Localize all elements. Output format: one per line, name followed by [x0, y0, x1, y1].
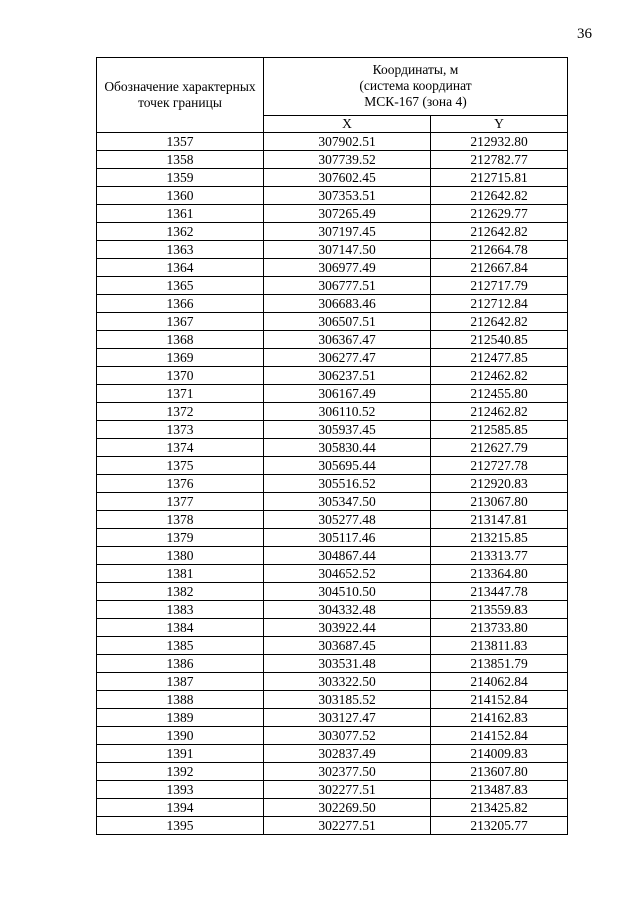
y-coordinate-cell: 213425.82	[431, 799, 568, 817]
y-coordinate-cell: 214062.84	[431, 673, 568, 691]
table-row	[97, 673, 568, 691]
x-coordinate-cell: 306777.51	[264, 277, 431, 295]
point-id-cell: 1381	[97, 565, 264, 583]
table-row	[97, 403, 568, 421]
y-coordinate-cell: 212932.80	[431, 133, 568, 151]
point-id-cell: 1393	[97, 781, 264, 799]
table-row	[97, 583, 568, 601]
y-coordinate-cell: 214152.84	[431, 727, 568, 745]
y-coordinate-cell: 214162.83	[431, 709, 568, 727]
point-id-cell: 1392	[97, 763, 264, 781]
y-coordinate-cell: 212727.78	[431, 457, 568, 475]
table-row	[97, 169, 568, 187]
point-id-cell: 1365	[97, 277, 264, 295]
x-coordinate-cell: 305937.45	[264, 421, 431, 439]
header-y: Y	[431, 115, 568, 132]
table-row	[97, 385, 568, 403]
point-id-cell: 1384	[97, 619, 264, 637]
x-coordinate-cell: 307602.45	[264, 169, 431, 187]
table-row	[97, 187, 568, 205]
point-id-cell: 1364	[97, 259, 264, 277]
x-coordinate-cell: 303687.45	[264, 637, 431, 655]
point-id-cell: 1387	[97, 673, 264, 691]
x-coordinate-cell: 306167.49	[264, 385, 431, 403]
x-coordinate-cell: 303922.44	[264, 619, 431, 637]
y-coordinate-cell: 213559.83	[431, 601, 568, 619]
y-coordinate-cell: 213487.83	[431, 781, 568, 799]
x-coordinate-cell: 302837.49	[264, 745, 431, 763]
point-id-cell: 1379	[97, 529, 264, 547]
table-row	[97, 709, 568, 727]
point-id-cell: 1375	[97, 457, 264, 475]
point-id-cell: 1369	[97, 349, 264, 367]
table-row	[97, 277, 568, 295]
point-id-cell: 1395	[97, 817, 264, 835]
point-id-cell: 1383	[97, 601, 264, 619]
x-coordinate-cell: 305277.48	[264, 511, 431, 529]
y-coordinate-cell: 213147.81	[431, 511, 568, 529]
table-row	[97, 223, 568, 241]
y-coordinate-cell: 212920.83	[431, 475, 568, 493]
x-coordinate-cell: 303531.48	[264, 655, 431, 673]
x-coordinate-cell: 307739.52	[264, 151, 431, 169]
table-row	[97, 745, 568, 763]
y-coordinate-cell: 212540.85	[431, 331, 568, 349]
x-coordinate-cell: 307265.49	[264, 205, 431, 223]
x-coordinate-cell: 307197.45	[264, 223, 431, 241]
point-id-cell: 1388	[97, 691, 264, 709]
point-id-cell: 1378	[97, 511, 264, 529]
x-coordinate-cell: 304867.44	[264, 547, 431, 565]
table-row	[97, 295, 568, 313]
table-row	[97, 349, 568, 367]
point-id-cell: 1360	[97, 187, 264, 205]
point-id-cell: 1385	[97, 637, 264, 655]
table-row	[97, 241, 568, 259]
x-coordinate-cell: 305347.50	[264, 493, 431, 511]
table-row	[97, 205, 568, 223]
y-coordinate-cell: 213811.83	[431, 637, 568, 655]
table-row	[97, 637, 568, 655]
x-coordinate-cell: 302377.50	[264, 763, 431, 781]
table-row	[97, 439, 568, 457]
table-row	[97, 493, 568, 511]
y-coordinate-cell: 214009.83	[431, 745, 568, 763]
x-coordinate-cell: 306277.47	[264, 349, 431, 367]
y-coordinate-cell: 212585.85	[431, 421, 568, 439]
table-row	[97, 331, 568, 349]
x-coordinate-cell: 303077.52	[264, 727, 431, 745]
table-row	[97, 133, 568, 151]
table-row	[97, 799, 568, 817]
coordinates-table	[96, 57, 568, 835]
point-id-cell: 1359	[97, 169, 264, 187]
point-id-cell: 1394	[97, 799, 264, 817]
x-coordinate-cell: 306977.49	[264, 259, 431, 277]
point-id-cell: 1357	[97, 133, 264, 151]
y-coordinate-cell: 213205.77	[431, 817, 568, 835]
y-coordinate-cell: 213067.80	[431, 493, 568, 511]
x-coordinate-cell: 305516.52	[264, 475, 431, 493]
y-coordinate-cell: 212642.82	[431, 187, 568, 205]
table-row	[97, 457, 568, 475]
header-coordinates-line-2: (система координат	[359, 78, 472, 94]
point-id-cell: 1371	[97, 385, 264, 403]
y-coordinate-cell: 212712.84	[431, 295, 568, 313]
y-coordinate-cell: 212667.84	[431, 259, 568, 277]
x-coordinate-cell: 302277.51	[264, 817, 431, 835]
y-coordinate-cell: 212462.82	[431, 367, 568, 385]
x-coordinate-cell: 307353.51	[264, 187, 431, 205]
x-coordinate-cell: 305695.44	[264, 457, 431, 475]
table-row	[97, 475, 568, 493]
table-row	[97, 313, 568, 331]
point-id-cell: 1367	[97, 313, 264, 331]
table-row	[97, 367, 568, 385]
table-row	[97, 547, 568, 565]
x-coordinate-cell: 306367.47	[264, 331, 431, 349]
header-coordinates-line-3: МСК-167 (зона 4)	[364, 94, 467, 110]
x-coordinate-cell: 302277.51	[264, 781, 431, 799]
x-coordinate-cell: 306237.51	[264, 367, 431, 385]
table-row	[97, 817, 568, 835]
page-number: 36	[577, 26, 592, 42]
y-coordinate-cell: 212477.85	[431, 349, 568, 367]
x-coordinate-cell: 307147.50	[264, 241, 431, 259]
table-row	[97, 529, 568, 547]
table-row	[97, 259, 568, 277]
header-coordinates-line-1: Координаты, м	[372, 62, 459, 78]
y-coordinate-cell: 213313.77	[431, 547, 568, 565]
x-coordinate-cell: 304332.48	[264, 601, 431, 619]
table-row	[97, 421, 568, 439]
table-row	[97, 601, 568, 619]
point-id-cell: 1373	[97, 421, 264, 439]
point-id-cell: 1391	[97, 745, 264, 763]
point-id-cell: 1376	[97, 475, 264, 493]
x-coordinate-cell: 304652.52	[264, 565, 431, 583]
header-point-label: Обозначение характерных точек границы	[97, 58, 264, 133]
point-id-cell: 1389	[97, 709, 264, 727]
point-id-cell: 1370	[97, 367, 264, 385]
y-coordinate-cell: 212627.79	[431, 439, 568, 457]
point-id-cell: 1368	[97, 331, 264, 349]
point-id-cell: 1390	[97, 727, 264, 745]
y-coordinate-cell: 213851.79	[431, 655, 568, 673]
table-body	[97, 133, 568, 835]
y-coordinate-cell: 212664.78	[431, 241, 568, 259]
table-row	[97, 655, 568, 673]
table-row	[97, 619, 568, 637]
point-id-cell: 1361	[97, 205, 264, 223]
point-id-cell: 1382	[97, 583, 264, 601]
point-id-cell: 1380	[97, 547, 264, 565]
y-coordinate-cell: 212455.80	[431, 385, 568, 403]
x-coordinate-cell: 303127.47	[264, 709, 431, 727]
x-coordinate-cell: 306507.51	[264, 313, 431, 331]
y-coordinate-cell: 212642.82	[431, 313, 568, 331]
y-coordinate-cell: 213447.78	[431, 583, 568, 601]
table-row	[97, 151, 568, 169]
x-coordinate-cell: 304510.50	[264, 583, 431, 601]
x-coordinate-cell: 303322.50	[264, 673, 431, 691]
table-row	[97, 763, 568, 781]
y-coordinate-cell: 212642.82	[431, 223, 568, 241]
header-x: X	[264, 115, 431, 132]
point-id-cell: 1377	[97, 493, 264, 511]
y-coordinate-cell: 212629.77	[431, 205, 568, 223]
x-coordinate-cell: 303185.52	[264, 691, 431, 709]
point-id-cell: 1358	[97, 151, 264, 169]
y-coordinate-cell: 213733.80	[431, 619, 568, 637]
x-coordinate-cell: 307902.51	[264, 133, 431, 151]
y-coordinate-cell: 213364.80	[431, 565, 568, 583]
table-row	[97, 511, 568, 529]
point-id-cell: 1366	[97, 295, 264, 313]
point-id-cell: 1374	[97, 439, 264, 457]
x-coordinate-cell: 306110.52	[264, 403, 431, 421]
point-id-cell: 1362	[97, 223, 264, 241]
x-coordinate-cell: 305117.46	[264, 529, 431, 547]
table-header	[97, 58, 568, 133]
table-row	[97, 727, 568, 745]
point-id-cell: 1386	[97, 655, 264, 673]
y-coordinate-cell: 213215.85	[431, 529, 568, 547]
table-row	[97, 691, 568, 709]
x-coordinate-cell: 306683.46	[264, 295, 431, 313]
header-coordinates	[264, 58, 568, 116]
point-id-cell: 1363	[97, 241, 264, 259]
table-row	[97, 565, 568, 583]
y-coordinate-cell: 212462.82	[431, 403, 568, 421]
point-id-cell: 1372	[97, 403, 264, 421]
y-coordinate-cell: 212715.81	[431, 169, 568, 187]
x-coordinate-cell: 302269.50	[264, 799, 431, 817]
y-coordinate-cell: 212717.79	[431, 277, 568, 295]
y-coordinate-cell: 213607.80	[431, 763, 568, 781]
y-coordinate-cell: 214152.84	[431, 691, 568, 709]
y-coordinate-cell: 212782.77	[431, 151, 568, 169]
x-coordinate-cell: 305830.44	[264, 439, 431, 457]
table-row	[97, 781, 568, 799]
